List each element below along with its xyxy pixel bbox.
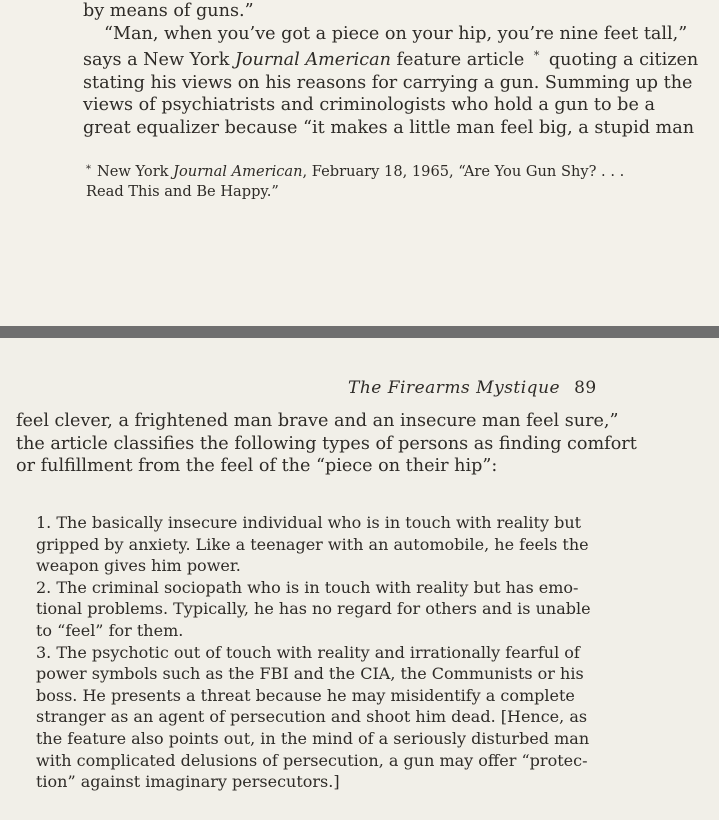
italic-title: Journal American — [234, 50, 391, 70]
list-line: power symbols such as the FBI and the CIA, the Communists or his — [36, 664, 584, 684]
text-line: great equalizer because “it makes a little man feel big, a stupid man — [83, 117, 695, 138]
text-line — [83, 45, 705, 72]
list-line: the feature also points out, in the mind of a seriously disturbed man — [36, 728, 590, 748]
footnote-line: Read This and Be Happy.” — [86, 183, 279, 200]
text-line: feel clever, a frightened man brave and an insecure man feel sure,” — [16, 411, 619, 431]
bottom-body-text — [16, 410, 640, 478]
list-line: stranger as an agent of persecution and shoot him dead. [Hence, as — [36, 707, 588, 727]
persons-list — [36, 512, 640, 793]
text-span: , February 18, 1965, “Are You Gun Shy? . . . — [302, 163, 625, 180]
text-line: stating his views on his reasons for carrying a gun. Summing up the — [83, 72, 693, 93]
text-line: or fulfillment from the feel of the “piece on their hip”: — [16, 456, 498, 476]
list-line: with complicated delusions of persecution, a gun may offer “protec- — [36, 750, 588, 770]
top-body-text — [83, 0, 705, 139]
footnote-marker: * — [86, 164, 91, 175]
list-line: weapon gives him power. — [36, 556, 241, 576]
list-line: boss. He presents a threat because he may misidentify a complete — [36, 685, 575, 705]
list-line: to “feel” for them. — [36, 620, 184, 640]
italic-title: Journal American — [173, 163, 303, 180]
list-line: 1. The basically insecure individual who is in touch with reality but — [36, 513, 582, 532]
text-line: “Man, when you’ve got a piece on your hip, you’re nine feet tall,” — [104, 23, 688, 44]
list-line: gripped by anxiety. Like a teenager with an automobile, he feels the — [36, 534, 589, 554]
text-line: views of psychiatrists and criminologists who hold a gun to be a — [83, 95, 655, 115]
list-line: tional problems. Typically, he has no regard for others and is unable — [36, 599, 591, 619]
running-head-title: The Firearms Mystique — [348, 378, 561, 398]
text-span: New York — [97, 163, 174, 180]
page-divider — [0, 326, 719, 338]
footnote-line — [86, 160, 706, 182]
footnote-reference: * — [533, 49, 540, 62]
text-line: the article classifies the following types of persons as finding comfort — [16, 433, 637, 454]
list-line: tion” against imaginary persecutors.] — [36, 772, 340, 792]
page-number: 89 — [574, 378, 597, 398]
running-head — [348, 378, 597, 398]
footnote — [86, 160, 706, 202]
list-line: 2. The criminal sociopath who is in touch with reality but has emo- — [36, 577, 579, 597]
list-line: 3. The psychotic out of touch with reality and irrationally fearful of — [36, 642, 580, 662]
text-span: says a New York — [83, 50, 235, 70]
bottom-page — [0, 338, 719, 820]
text-span: feature article — [390, 50, 530, 70]
text-line: by means of guns.” — [83, 1, 254, 21]
text-span: quoting a citizen — [543, 50, 699, 70]
top-page — [0, 0, 719, 326]
